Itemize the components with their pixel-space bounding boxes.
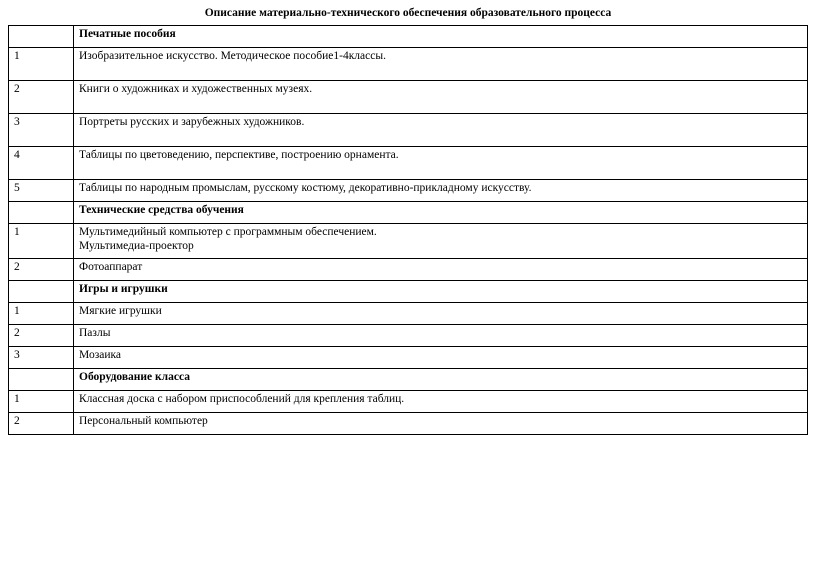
row-number: 1	[9, 224, 74, 259]
table-row	[9, 147, 808, 180]
section-heading-row	[9, 26, 808, 48]
row-number: 1	[9, 303, 74, 325]
row-number: 3	[9, 114, 74, 147]
section-heading-label: Оборудование класса	[74, 369, 808, 391]
section-heading-num-cell	[9, 369, 74, 391]
row-content	[74, 224, 808, 259]
table-row	[9, 303, 808, 325]
row-content-line: Мультимедиа-проектор	[79, 239, 194, 252]
section-heading-label: Игры и игрушки	[74, 281, 808, 303]
table-container	[8, 25, 808, 435]
section-heading-num-cell	[9, 281, 74, 303]
section-heading-row	[9, 369, 808, 391]
section-heading-num-cell	[9, 202, 74, 224]
table-row	[9, 224, 808, 259]
table-row	[9, 347, 808, 369]
section-heading-row	[9, 281, 808, 303]
row-content: Мозаика	[74, 347, 808, 369]
row-content: Книги о художниках и художественных музеях.	[74, 81, 808, 114]
row-number: 4	[9, 147, 74, 180]
table-row	[9, 413, 808, 435]
page-title: Описание материально-технического обеспечения образовательного процесса	[204, 7, 612, 19]
section-heading-label: Технические средства обучения	[74, 202, 808, 224]
table-row	[9, 81, 808, 114]
row-number: 1	[9, 391, 74, 413]
section-heading-row	[9, 202, 808, 224]
row-content-line: Мультимедийный компьютер с программным обеспечением.	[79, 226, 377, 238]
row-content: Мягкие игрушки	[74, 303, 808, 325]
row-content: Классная доска с набором приспособлений для крепления таблиц.	[74, 391, 808, 413]
row-content: Таблицы по цветоведению, перспективе, построению орнамента.	[74, 147, 808, 180]
section-heading-label: Печатные пособия	[74, 26, 808, 48]
row-content: Портреты русских и зарубежных художников.	[74, 114, 808, 147]
row-number: 5	[9, 180, 74, 202]
row-number: 2	[9, 81, 74, 114]
row-number: 2	[9, 325, 74, 347]
table-row	[9, 48, 808, 81]
table-row	[9, 391, 808, 413]
table-row	[9, 180, 808, 202]
row-number: 2	[9, 259, 74, 281]
table-row	[9, 259, 808, 281]
row-number: 1	[9, 48, 74, 81]
row-content: Изобразительное искусство. Методическое пособие1-4классы.	[74, 48, 808, 81]
equipment-table	[8, 25, 808, 435]
row-number: 2	[9, 413, 74, 435]
row-content: Персональный компьютер	[74, 413, 808, 435]
table-row	[9, 325, 808, 347]
row-content: Фотоаппарат	[74, 259, 808, 281]
row-number: 3	[9, 347, 74, 369]
row-content: Пазлы	[74, 325, 808, 347]
table-row	[9, 114, 808, 147]
row-content: Таблицы по народным промыслам, русскому костюму, декоративно-прикладному искусству.	[74, 180, 808, 202]
section-heading-num-cell	[9, 26, 74, 48]
table-body	[9, 26, 808, 435]
